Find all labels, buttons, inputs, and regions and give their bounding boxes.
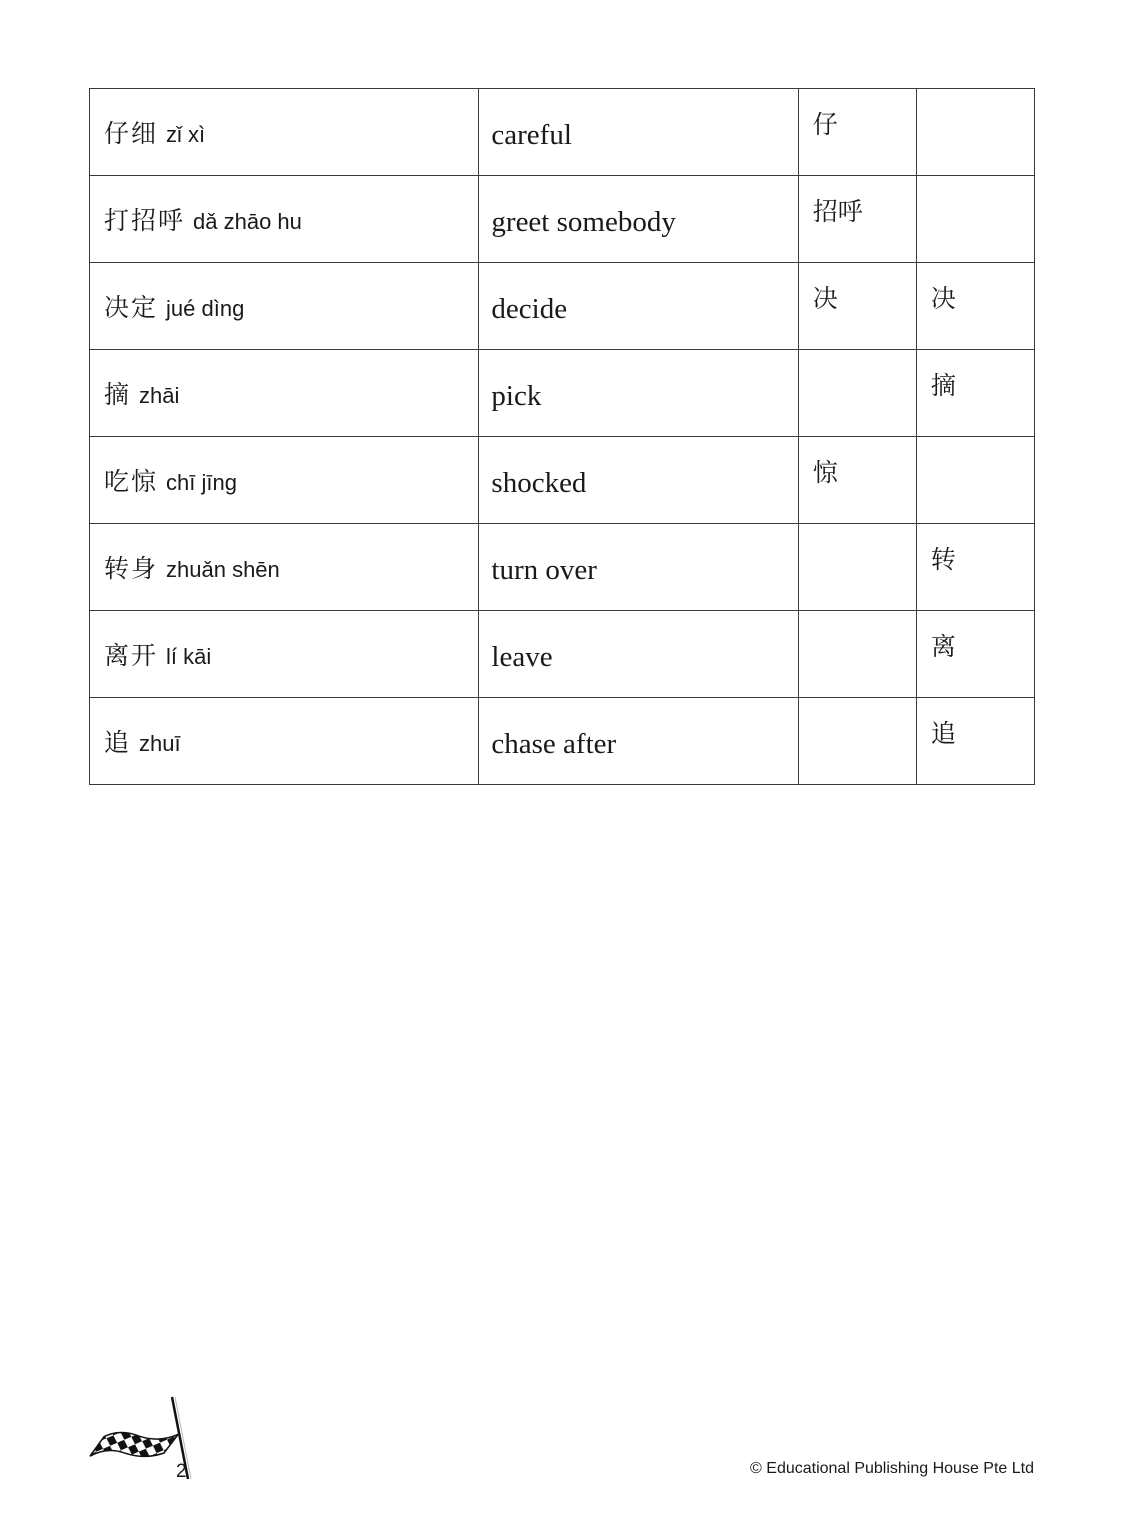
word-cell [90,437,479,524]
meaning-cell: turn over [479,524,798,611]
word-cell [90,263,479,350]
word-hanzi: 离开 [104,641,159,670]
word-pinyin: zhuǎn shēn [166,557,280,582]
word-pinyin: jué dìng [166,296,245,321]
word-hanzi: 吃惊 [104,467,159,496]
table-row [90,437,1035,524]
word-hanzi: 打招呼 [104,206,186,235]
character-cell-a [798,524,916,611]
word-hanzi: 追 [104,728,132,757]
character-cell-a: 招呼 [798,176,916,263]
word-pinyin: dǎ zhāo hu [193,209,302,234]
character-cell-a [798,611,916,698]
word-pinyin: lí kāi [166,644,212,669]
table-row [90,698,1035,785]
word-pinyin: chī jīng [166,470,237,495]
character-cell-a: 惊 [798,437,916,524]
word-hanzi: 仔细 [104,119,159,148]
word-cell [90,698,479,785]
character-cell-a: 仔 [798,89,916,176]
vocabulary-table-body [90,89,1035,785]
character-cell-a [798,698,916,785]
character-cell-b: 转 [916,524,1034,611]
character-cell-a [798,350,916,437]
meaning-cell: chase after [479,698,798,785]
word-cell [90,611,479,698]
character-cell-b: 追 [916,698,1034,785]
meaning-cell: pick [479,350,798,437]
word-cell [90,89,479,176]
word-pinyin: zhuī [139,731,181,756]
vocabulary-table [89,88,1035,785]
word-pinyin: zǐ xì [166,122,206,147]
table-row [90,611,1035,698]
table-row [90,263,1035,350]
meaning-cell: careful [479,89,798,176]
word-hanzi: 转身 [104,554,159,583]
word-hanzi: 决定 [104,293,159,322]
character-cell-b [916,437,1034,524]
word-cell [90,524,479,611]
character-cell-b: 离 [916,611,1034,698]
character-cell-a: 决 [798,263,916,350]
character-cell-b [916,176,1034,263]
table-row [90,524,1035,611]
meaning-cell: shocked [479,437,798,524]
meaning-cell: leave [479,611,798,698]
meaning-cell: greet somebody [479,176,798,263]
copyright-notice: © Educational Publishing House Pte Ltd [750,1460,1034,1477]
word-cell [90,350,479,437]
character-cell-b: 摘 [916,350,1034,437]
meaning-cell: decide [479,263,798,350]
table-row [90,176,1035,263]
word-pinyin: zhāi [139,383,180,408]
word-hanzi: 摘 [104,380,132,409]
character-cell-b [916,89,1034,176]
word-cell [90,176,479,263]
character-cell-b: 决 [916,263,1034,350]
table-row [90,89,1035,176]
table-row [90,350,1035,437]
page-number: 2 [176,1461,187,1482]
